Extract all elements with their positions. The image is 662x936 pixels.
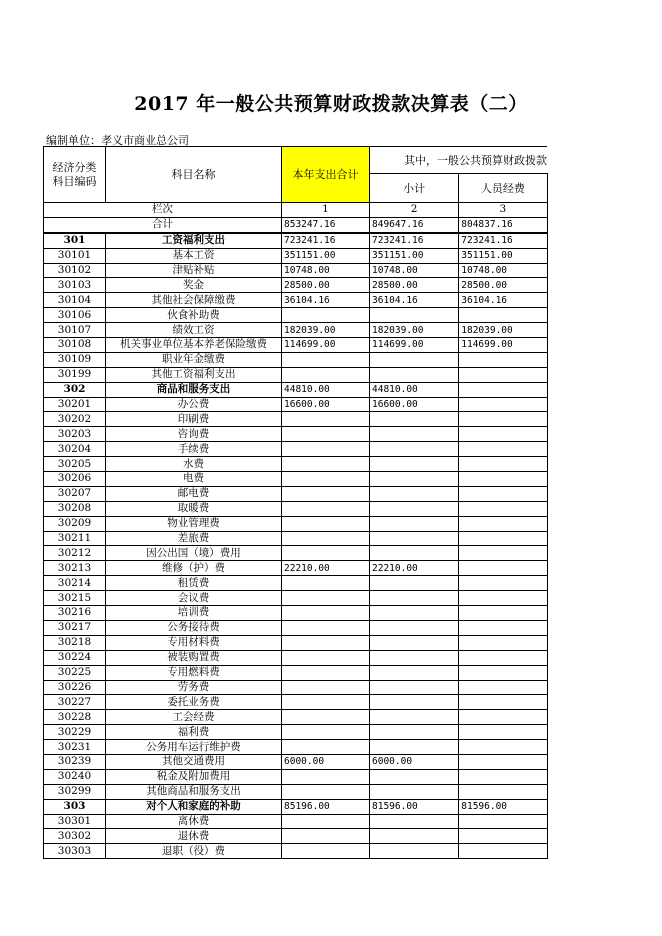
row-total — [282, 769, 370, 784]
row-total — [282, 784, 370, 799]
row-subtotal — [370, 695, 459, 710]
row-total — [282, 367, 370, 382]
row-name: 离休费 — [106, 814, 282, 829]
row-personnel — [459, 382, 547, 397]
row-name: 劳务费 — [106, 680, 282, 695]
row-personnel — [459, 397, 547, 412]
row-subtotal — [370, 516, 459, 531]
row-total — [282, 829, 370, 844]
row-subtotal — [370, 412, 459, 427]
row-total — [282, 591, 370, 606]
row-code: 30215 — [44, 591, 106, 606]
total-label: 合计 — [44, 217, 282, 232]
row-subtotal: 22210.00 — [370, 561, 459, 576]
row-name: 公务接待费 — [106, 620, 282, 635]
row-code: 30214 — [44, 576, 106, 591]
row-name: 租赁费 — [106, 576, 282, 591]
table-row — [44, 442, 548, 457]
row-subtotal: 44810.00 — [370, 382, 459, 397]
row-subtotal: 351151.00 — [370, 248, 459, 263]
table-row — [44, 769, 548, 784]
row-name: 伙食补助费 — [106, 308, 282, 323]
row-code: 30202 — [44, 412, 106, 427]
row-code: 30109 — [44, 352, 106, 367]
row-personnel — [459, 367, 547, 382]
total-c3: 804837.16 — [459, 217, 547, 232]
row-total: 10748.00 — [282, 263, 370, 278]
table-row — [44, 397, 548, 412]
row-subtotal — [370, 472, 459, 487]
row-name: 水费 — [106, 457, 282, 472]
table-row — [44, 635, 548, 650]
row-subtotal — [370, 680, 459, 695]
row-subtotal — [370, 710, 459, 725]
table-row — [44, 844, 548, 859]
table-row — [44, 606, 548, 621]
row-code: 30104 — [44, 293, 106, 308]
row-subtotal — [370, 665, 459, 680]
row-total — [282, 710, 370, 725]
row-total: 6000.00 — [282, 754, 370, 769]
row-subtotal — [370, 486, 459, 501]
row-total — [282, 606, 370, 621]
table-row — [44, 293, 548, 308]
row-code: 30203 — [44, 427, 106, 442]
table-row — [44, 263, 548, 278]
table-row — [44, 457, 548, 472]
row-name: 津贴补贴 — [106, 263, 282, 278]
row-total — [282, 665, 370, 680]
row-code: 30217 — [44, 620, 106, 635]
table-row — [44, 427, 548, 442]
row-name: 因公出国（境）费用 — [106, 546, 282, 561]
table-row — [44, 680, 548, 695]
row-personnel — [459, 472, 547, 487]
header-subject-name: 科目名称 — [106, 147, 282, 203]
header-subtotal: 小计 — [370, 174, 459, 203]
row-personnel — [459, 844, 547, 859]
table-row — [44, 412, 548, 427]
row-personnel — [459, 829, 547, 844]
row-personnel — [459, 740, 547, 755]
row-subtotal — [370, 457, 459, 472]
colnum-1: 1 — [282, 203, 370, 218]
table-row — [44, 814, 548, 829]
row-personnel: 114699.00 — [459, 338, 547, 353]
row-subtotal: 28500.00 — [370, 278, 459, 293]
row-name: 税金及附加费用 — [106, 769, 282, 784]
row-code: 302 — [44, 382, 106, 397]
row-total — [282, 457, 370, 472]
row-code: 30211 — [44, 531, 106, 546]
row-subtotal — [370, 650, 459, 665]
table-row — [44, 725, 548, 740]
row-personnel — [459, 412, 547, 427]
row-subtotal — [370, 784, 459, 799]
row-code: 30208 — [44, 501, 106, 516]
row-code: 30106 — [44, 308, 106, 323]
row-subtotal — [370, 531, 459, 546]
row-subtotal — [370, 352, 459, 367]
row-code: 30101 — [44, 248, 106, 263]
row-code: 30303 — [44, 844, 106, 859]
colnum-row — [44, 203, 548, 218]
row-total — [282, 516, 370, 531]
row-name: 工会经费 — [106, 710, 282, 725]
row-code: 30218 — [44, 635, 106, 650]
row-subtotal — [370, 606, 459, 621]
row-code: 30225 — [44, 665, 106, 680]
row-personnel: 351151.00 — [459, 248, 547, 263]
header-group: 其中，一般公共预算财政拨款 — [370, 147, 548, 174]
row-code: 30204 — [44, 442, 106, 457]
row-total — [282, 308, 370, 323]
row-personnel — [459, 352, 547, 367]
row-personnel — [459, 695, 547, 710]
row-total — [282, 412, 370, 427]
row-name: 退职（役）费 — [106, 844, 282, 859]
table-row — [44, 650, 548, 665]
table-row — [44, 516, 548, 531]
row-personnel — [459, 725, 547, 740]
row-personnel — [459, 606, 547, 621]
row-personnel: 81596.00 — [459, 799, 547, 814]
row-total — [282, 576, 370, 591]
header-total: 本年支出合计 — [282, 147, 370, 203]
row-personnel — [459, 516, 547, 531]
row-total — [282, 814, 370, 829]
row-total — [282, 531, 370, 546]
row-code: 30226 — [44, 680, 106, 695]
row-name: 商品和服务支出 — [106, 382, 282, 397]
row-personnel — [459, 442, 547, 457]
row-name: 机关事业单位基本养老保险缴费 — [106, 338, 282, 353]
row-subtotal — [370, 769, 459, 784]
table-row — [44, 546, 548, 561]
row-personnel — [459, 769, 547, 784]
table-row — [44, 352, 548, 367]
row-code: 30102 — [44, 263, 106, 278]
row-name: 印刷费 — [106, 412, 282, 427]
row-personnel — [459, 427, 547, 442]
row-personnel — [459, 754, 547, 769]
table-row — [44, 665, 548, 680]
row-code: 30103 — [44, 278, 106, 293]
row-subtotal — [370, 308, 459, 323]
row-total: 44810.00 — [282, 382, 370, 397]
row-code: 30239 — [44, 754, 106, 769]
row-subtotal: 114699.00 — [370, 338, 459, 353]
row-personnel — [459, 561, 547, 576]
row-total — [282, 725, 370, 740]
row-name: 其他工资福利支出 — [106, 367, 282, 382]
table-row — [44, 338, 548, 353]
row-name: 公务用车运行维护费 — [106, 740, 282, 755]
table-row — [44, 367, 548, 382]
row-name: 退休费 — [106, 829, 282, 844]
table-row — [44, 620, 548, 635]
table-row — [44, 784, 548, 799]
row-name: 绩效工资 — [106, 323, 282, 338]
row-code: 30206 — [44, 472, 106, 487]
row-code: 30240 — [44, 769, 106, 784]
row-subtotal — [370, 814, 459, 829]
row-personnel — [459, 457, 547, 472]
table-row — [44, 278, 548, 293]
row-name: 福利费 — [106, 725, 282, 740]
row-total: 28500.00 — [282, 278, 370, 293]
row-total — [282, 635, 370, 650]
row-total — [282, 427, 370, 442]
row-personnel — [459, 591, 547, 606]
row-subtotal: 723241.16 — [370, 233, 459, 248]
row-subtotal: 36104.16 — [370, 293, 459, 308]
row-code: 30224 — [44, 650, 106, 665]
row-name: 委托业务费 — [106, 695, 282, 710]
row-total: 85196.00 — [282, 799, 370, 814]
row-subtotal: 6000.00 — [370, 754, 459, 769]
row-total — [282, 442, 370, 457]
row-total — [282, 844, 370, 859]
row-subtotal — [370, 591, 459, 606]
total-row — [44, 217, 548, 232]
row-name: 其他交通费用 — [106, 754, 282, 769]
row-code: 30209 — [44, 516, 106, 531]
row-personnel: 28500.00 — [459, 278, 547, 293]
row-code: 30207 — [44, 486, 106, 501]
row-subtotal — [370, 501, 459, 516]
row-name: 取暖费 — [106, 501, 282, 516]
table-row — [44, 591, 548, 606]
table-row — [44, 710, 548, 725]
report-title: 2017 年一般公共预算财政拨款决算表（二） — [134, 93, 528, 115]
row-name: 手续费 — [106, 442, 282, 457]
colnum-label: 栏次 — [44, 203, 282, 218]
row-total: 36104.16 — [282, 293, 370, 308]
header-econ-code — [44, 147, 106, 203]
row-total — [282, 472, 370, 487]
row-subtotal — [370, 442, 459, 457]
header-econ-code-line2: 科目编码 — [52, 174, 97, 188]
row-name: 奖金 — [106, 278, 282, 293]
row-personnel — [459, 576, 547, 591]
row-name: 其他商品和服务支出 — [106, 784, 282, 799]
row-personnel — [459, 620, 547, 635]
row-personnel: 36104.16 — [459, 293, 547, 308]
row-total — [282, 546, 370, 561]
row-name: 维修（护）费 — [106, 561, 282, 576]
row-total — [282, 650, 370, 665]
table-row — [44, 248, 548, 263]
row-personnel — [459, 650, 547, 665]
table-row — [44, 740, 548, 755]
row-personnel — [459, 546, 547, 561]
row-name: 电费 — [106, 472, 282, 487]
colnum-2: 2 — [370, 203, 459, 218]
row-total — [282, 740, 370, 755]
row-code: 30227 — [44, 695, 106, 710]
unit-label: 编制单位：孝义市商业总公司 — [46, 134, 189, 147]
row-name: 被装购置费 — [106, 650, 282, 665]
row-name: 物业管理费 — [106, 516, 282, 531]
row-code: 30212 — [44, 546, 106, 561]
row-name: 对个人和家庭的补助 — [106, 799, 282, 814]
row-total — [282, 695, 370, 710]
row-personnel: 723241.16 — [459, 233, 547, 248]
row-code: 30216 — [44, 606, 106, 621]
row-personnel — [459, 814, 547, 829]
table-row — [44, 531, 548, 546]
row-personnel — [459, 501, 547, 516]
row-subtotal — [370, 367, 459, 382]
row-subtotal — [370, 844, 459, 859]
row-total — [282, 352, 370, 367]
row-subtotal: 10748.00 — [370, 263, 459, 278]
total-c1: 853247.16 — [282, 217, 370, 232]
row-subtotal — [370, 725, 459, 740]
row-subtotal — [370, 576, 459, 591]
row-total: 723241.16 — [282, 233, 370, 248]
row-total: 351151.00 — [282, 248, 370, 263]
row-total — [282, 501, 370, 516]
table-row — [44, 561, 548, 576]
row-name: 办公费 — [106, 397, 282, 412]
row-subtotal: 81596.00 — [370, 799, 459, 814]
row-total: 16600.00 — [282, 397, 370, 412]
budget-table — [43, 146, 548, 859]
row-code: 30213 — [44, 561, 106, 576]
table-row — [44, 799, 548, 814]
row-name: 咨询费 — [106, 427, 282, 442]
header-personnel: 人员经费 — [459, 174, 547, 203]
row-name: 专用燃料费 — [106, 665, 282, 680]
table-row — [44, 501, 548, 516]
table-row — [44, 233, 548, 248]
table-row — [44, 323, 548, 338]
row-name: 基本工资 — [106, 248, 282, 263]
row-name: 培训费 — [106, 606, 282, 621]
row-personnel — [459, 635, 547, 650]
row-name: 差旅费 — [106, 531, 282, 546]
row-code: 30205 — [44, 457, 106, 472]
row-personnel — [459, 680, 547, 695]
row-name: 邮电费 — [106, 486, 282, 501]
row-code: 30199 — [44, 367, 106, 382]
row-name: 职业年金缴费 — [106, 352, 282, 367]
row-total — [282, 620, 370, 635]
total-c2: 849647.16 — [370, 217, 459, 232]
row-name: 专用材料费 — [106, 635, 282, 650]
row-code: 30108 — [44, 338, 106, 353]
row-total — [282, 486, 370, 501]
row-total: 182039.00 — [282, 323, 370, 338]
table-row — [44, 695, 548, 710]
row-name: 工资福利支出 — [106, 233, 282, 248]
colnum-3: 3 — [459, 203, 547, 218]
row-personnel — [459, 665, 547, 680]
row-subtotal — [370, 829, 459, 844]
row-subtotal — [370, 546, 459, 561]
header-econ-code-line1: 经济分类 — [52, 160, 97, 174]
row-personnel — [459, 710, 547, 725]
row-total: 22210.00 — [282, 561, 370, 576]
row-code: 30302 — [44, 829, 106, 844]
row-subtotal — [370, 620, 459, 635]
table-row — [44, 472, 548, 487]
row-code: 30231 — [44, 740, 106, 755]
row-personnel: 182039.00 — [459, 323, 547, 338]
row-name: 会议费 — [106, 591, 282, 606]
row-code: 303 — [44, 799, 106, 814]
row-subtotal: 182039.00 — [370, 323, 459, 338]
row-personnel — [459, 308, 547, 323]
row-code: 30299 — [44, 784, 106, 799]
row-subtotal: 16600.00 — [370, 397, 459, 412]
row-personnel — [459, 531, 547, 546]
row-subtotal — [370, 740, 459, 755]
table-row — [44, 576, 548, 591]
row-code: 30229 — [44, 725, 106, 740]
row-name: 其他社会保障缴费 — [106, 293, 282, 308]
row-code: 30107 — [44, 323, 106, 338]
row-personnel — [459, 784, 547, 799]
row-personnel — [459, 486, 547, 501]
row-code: 30301 — [44, 814, 106, 829]
table-row — [44, 829, 548, 844]
row-code: 30201 — [44, 397, 106, 412]
row-subtotal — [370, 427, 459, 442]
row-total: 114699.00 — [282, 338, 370, 353]
row-code: 30228 — [44, 710, 106, 725]
table-row — [44, 382, 548, 397]
table-row — [44, 754, 548, 769]
table-row — [44, 486, 548, 501]
table-body — [44, 233, 548, 859]
row-subtotal — [370, 635, 459, 650]
table-row — [44, 308, 548, 323]
row-total — [282, 680, 370, 695]
row-code: 301 — [44, 233, 106, 248]
row-personnel: 10748.00 — [459, 263, 547, 278]
